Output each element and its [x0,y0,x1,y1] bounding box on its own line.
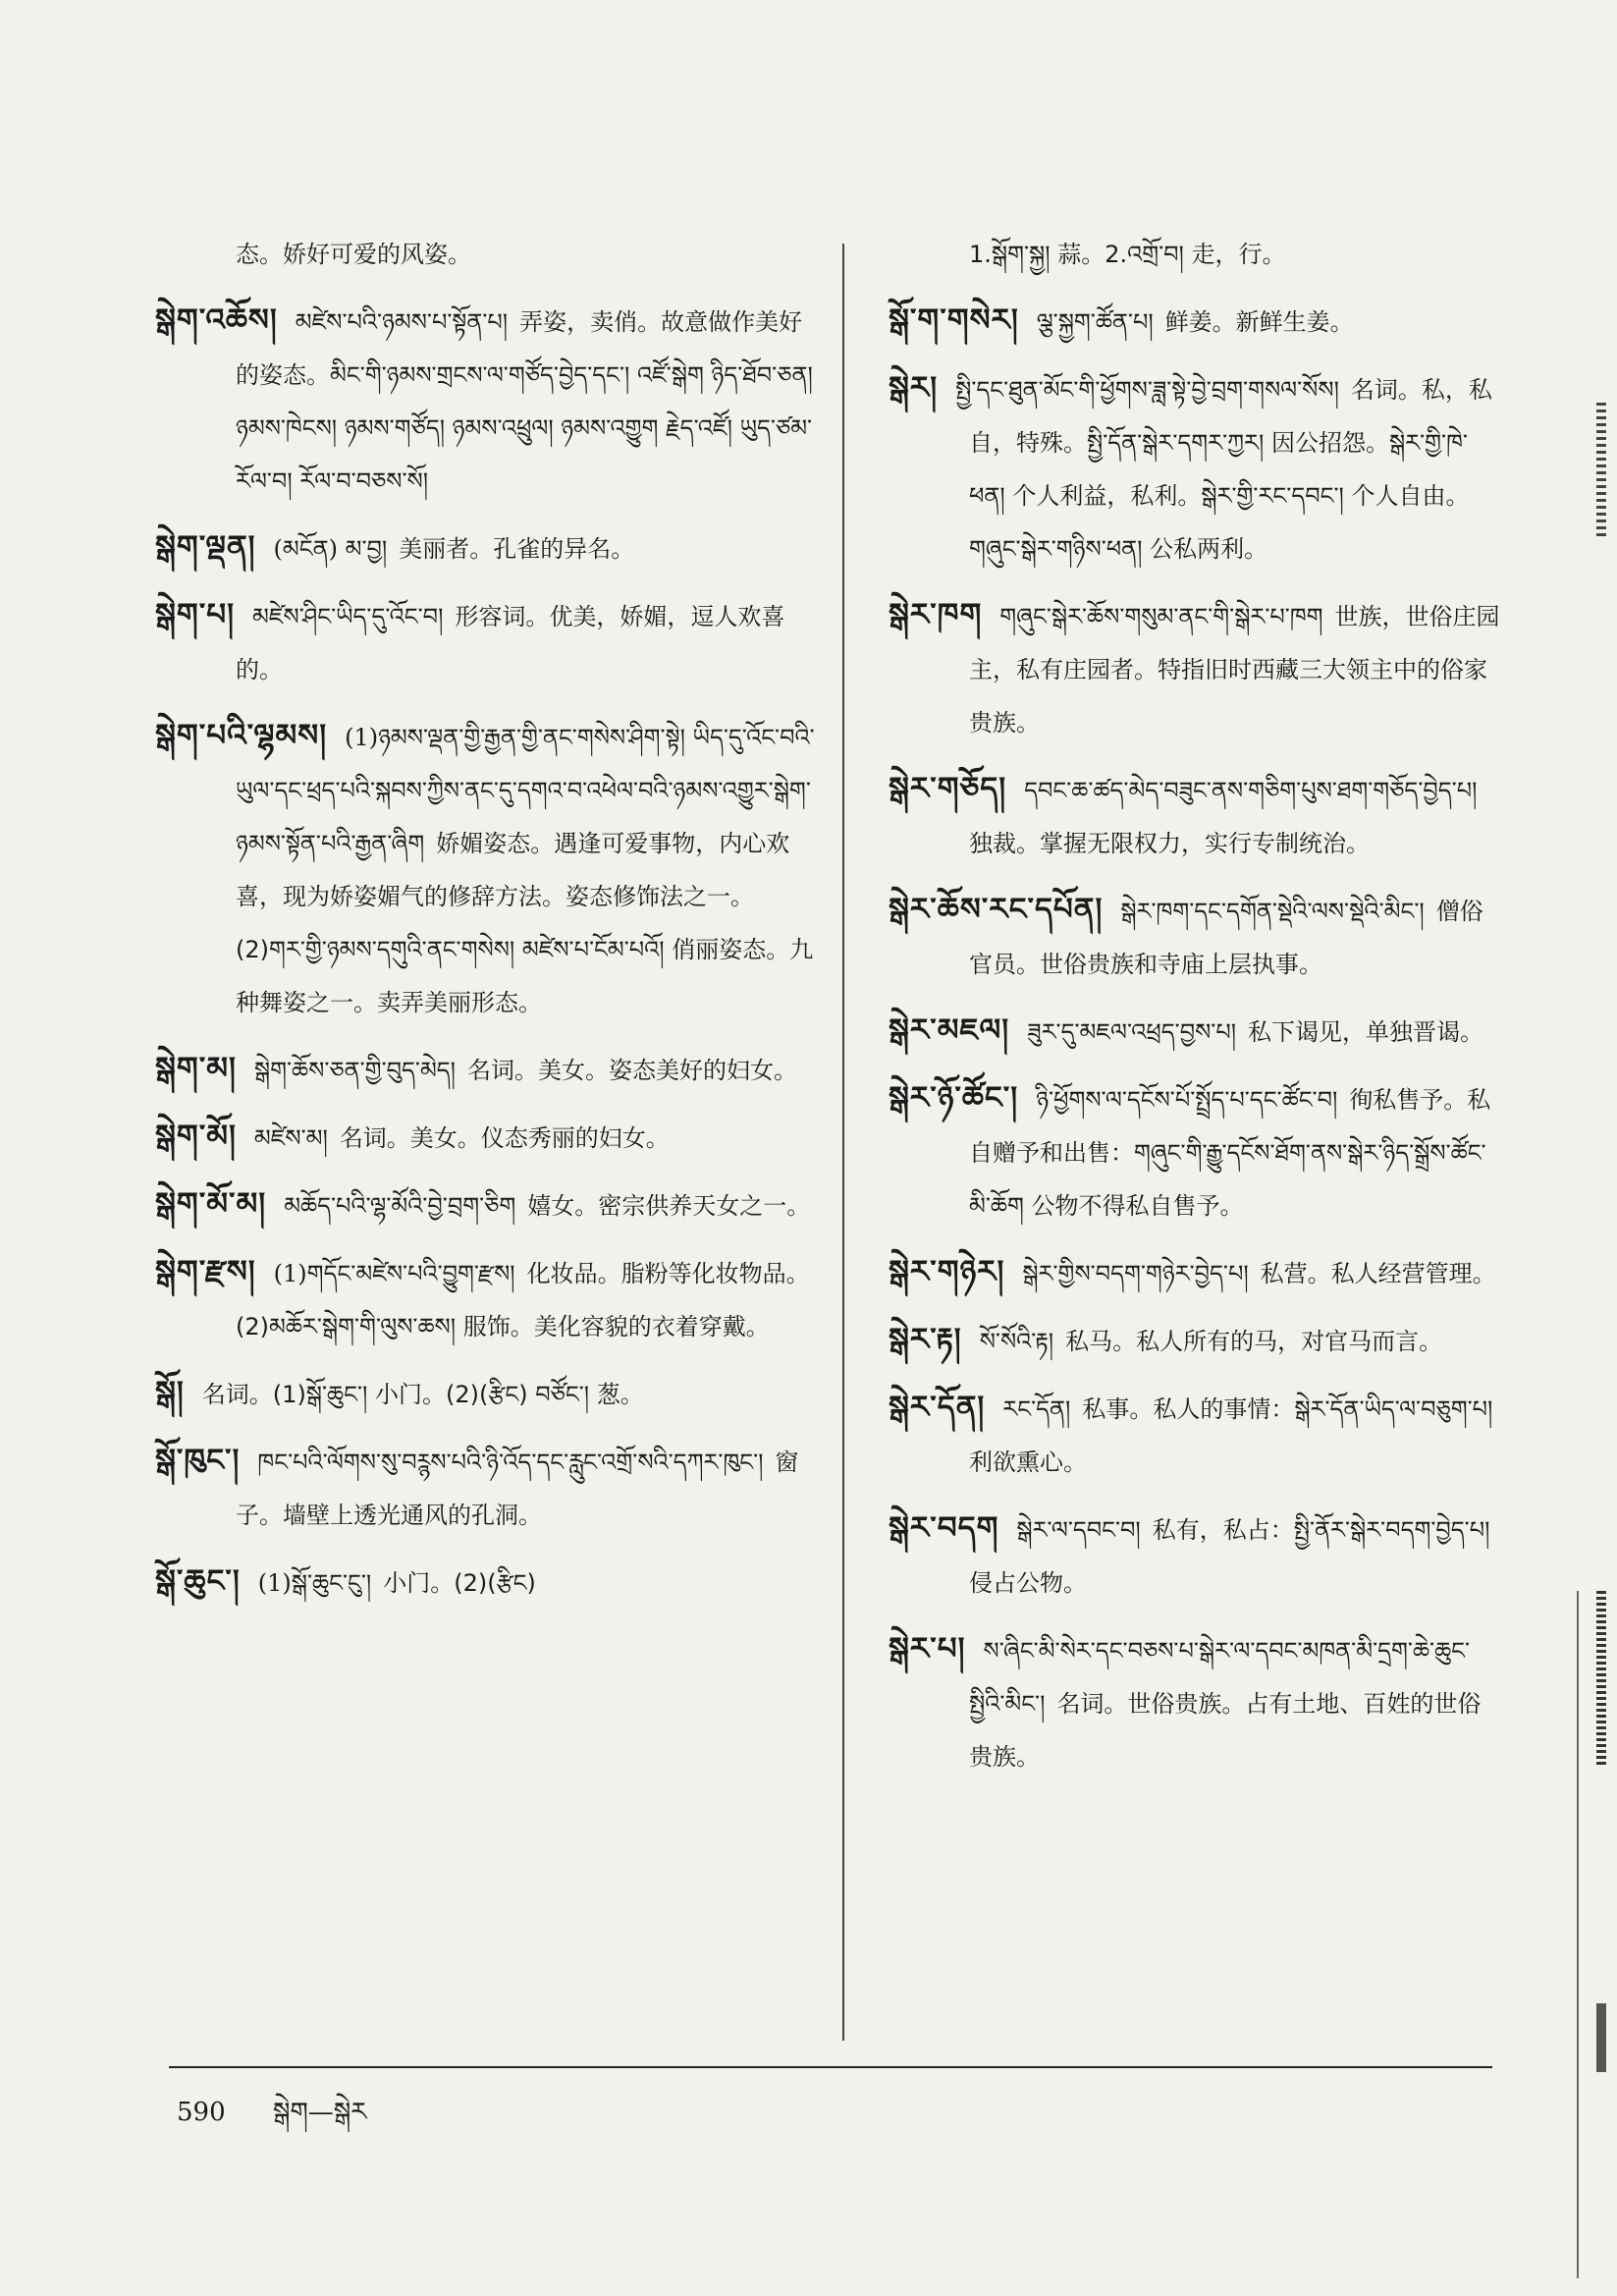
entry-tibetan-definition: ས་ཞིང་མི་སེར་དང་བཅས་པ་སྒེར་ལ་དབང་མཁན་མི་དྲག་ཆེ་ཆུང་སྤྱིའི་མིང་། [969,1637,1471,1718]
scan-edge-mark [1596,2003,1606,2072]
entry-headword: སྒེག་རྫས། [155,1254,256,1289]
dictionary-entry [155,228,823,281]
dictionary-entry [155,710,823,1029]
entry-tibetan-definition: སོ་སོའི་རྟ། [979,1328,1054,1355]
dictionary-entry [155,521,823,575]
entry-headword: སྒེག་མ། [155,1051,237,1086]
dictionary-entry [155,1043,823,1097]
entry-headword: སྒོ་ག་གསེར། [889,302,1019,338]
dictionary-entry [889,1503,1502,1610]
entry-tibetan-definition: མཛེས་པའི་ཉམས་པ་སྟོན་པ། [295,308,509,336]
entry-tibetan-definition: (1)སྒོ་ཆུང་ངུ་། [257,1569,372,1597]
entry-headword: སྒོ་ཁུང་། [155,1443,241,1478]
entry-chinese-definition: 僧俗官员。世俗贵族和寺庙上层执事。 [969,898,1483,978]
entry-tibetan-definition: ཉི་ཕྱོགས་ལ་དངོས་པོ་སྤྲོད་པ་དང་ཚོང་བ། [1036,1086,1338,1114]
entry-headword: སྒེར་བདག [889,1510,999,1546]
entry-chinese-definition: 鲜姜。新鲜生姜。 [1164,308,1354,336]
entry-chinese-definition: 小门。(2)(རྩིང) [383,1569,536,1597]
dictionary-entry [889,1005,1502,1059]
entry-tibetan-definition: ཟུར་དུ་མཇལ་འཕྲད་བྱས་པ། [1027,1018,1237,1046]
entry-tibetan-definition: སྒེག་ཆོས་ཅན་གྱི་བུད་མེད། [253,1057,457,1084]
entry-headword: སྒེར་གཅོད། [889,771,1007,806]
entry-chinese-definition: 私下谒见，单独晋谒。 [1248,1018,1484,1046]
entry-chinese-definition: 名词。美女。仪态秀丽的妇女。 [339,1124,670,1152]
entry-tibetan-definition: (1)ཉམས་ལྡན་གྱི་རྒྱན་གྱི་ནང་གསེས་ཤིག་སྟེ། ཡིད་དུ་འོང་བའི་ཡུལ་དང་ཕྲད་པའི་སྐབས་ཀྱིས་ནང་དུ་དགའ་བ་འཕེལ་བའི་ཉམས་འགྱུར་སྒེག་ཉམས་སྟོན་པའི་རྒྱན་ཞིག [236,724,815,857]
entry-chinese-definition: 私有，私占：སྤྱི་ནོར་སྒེར་བདག་བྱེད་པ། 侵占公物。 [969,1516,1490,1597]
entry-tibetan-definition: རང་དོན། [1002,1395,1071,1423]
dictionary-entry [889,884,1502,991]
dictionary-entry [889,763,1502,870]
dictionary-entry [889,1623,1502,1783]
dictionary-entry [889,1072,1502,1232]
entry-chinese-definition: 形容词。优美，娇媚，逗人欢喜的。 [236,603,785,683]
entry-tibetan-definition: མཆོད་པའི་ལྷ་མོའི་བྱེ་བྲག་ཅིག [284,1192,516,1220]
entry-headword: སྒེར། [889,370,939,406]
dictionary-entry [155,1111,823,1165]
entry-tibetan-definition: (མངོན) མ་བྱ། [273,535,388,563]
entry-tibetan-definition: དབང་ཆ་ཚད་མེད་བཟུང་ནས་གཅིག་པུས་ཐག་གཅོད་བྱེད་པ། [1024,777,1478,804]
page-footer [177,2084,367,2156]
entry-headword: སྒེག་པའི་ལྷམས། [155,718,328,753]
entry-tibetan-definition: མཛེས་ཤིང་ཡིད་དུ་འོང་བ། [252,603,444,630]
entry-tibetan-definition: ཁང་པའི་ལོགས་སུ་བཪྙས་པའི་ཉི་འོད་དང་རླུང་འགྲོ་སའི་དཀར་ཁུང་། [257,1449,764,1476]
dictionary-entry [155,1246,823,1353]
entry-headword: སྒེར་པ། [889,1631,966,1667]
dictionary-entry [155,1556,823,1610]
entry-tibetan-definition: ལྕ་སྐྱག་ཚོན་པ། [1036,308,1154,336]
entry-headword: སྒེག་འཆོས། [155,302,278,338]
entry-chinese-definition: 徇私售予。私自赠予和出售：གཞུང་གི་རྒྱུ་དངོས་ཐོག་ནས་སྒེར་ཉིད་སྒྲོས་ཚོང་མི་ཆོག 公物不得私自售予。 [969,1086,1491,1220]
entry-headword: སྒེར་གཉེར། [889,1254,1005,1289]
dictionary-entry [889,362,1502,575]
dictionary-entry [155,1367,823,1421]
dictionary-entry [889,589,1502,749]
entry-chinese-definition: 名词。世俗贵族。占有土地、百姓的世俗贵族。 [969,1690,1482,1771]
entry-chinese-definition: 弄姿，卖俏。故意做作美好的姿态。མིང་གི་ཉམས་གྲངས་ལ་གཙོད་བྱེད་དང་། འཛོ་སྒེག ཉིད་ཐོབ་ཅན། ཉམས་ཁེངས། ཉམས་གཙོད། ཉམས་འཕྲུལ། ཉམས་འགྱུག རྗེད་འཛོ། ཡུད་ཙམ་རོལ་བ། རོལ་བ་བཅས་སོ། [236,308,813,495]
entry-chinese-definition: 嬉女。密宗供养天女之一。 [527,1192,811,1220]
entry-headword: སྒེར་མཇལ། [889,1012,1010,1048]
entry-headword: སྒོ། [155,1375,185,1410]
scan-edge-rule [1577,1591,1579,2278]
entry-tibetan-definition: སྒེར་གྱིས་བདག་གཉེར་བྱེད་པ། [1022,1260,1249,1287]
entry-headword: སྒེར་དོན། [889,1390,986,1425]
dictionary-entry [155,1178,823,1232]
entry-tibetan-definition: (1)གདོང་མཛེས་པའི་བྱུག་རྫས། [273,1260,515,1287]
right-column [889,228,1502,1797]
dictionary-entry [155,295,823,508]
entry-headword: སྒེག་མོ་མ། [155,1186,267,1222]
left-column [155,228,823,1623]
entry-chinese-definition: 名词。(1)སྒོ་ཆུང་། 小门。(2)(རྩིང) བཙོང་། 葱。 [201,1381,644,1408]
entry-headword: སྒོ་ཆུང་། [155,1563,241,1599]
entry-chinese-definition: 美丽者。孔雀的异名。 [399,535,635,563]
dictionary-entry [889,295,1502,349]
entry-headword: སྒེག་པ། [155,597,236,632]
entry-tibetan-definition: གཞུང་སྒེར་ཆོས་གསུམ་ནང་གི་སྒེར་པ་ཁག [999,603,1323,630]
entry-chinese-definition: 态。娇好可爱的风姿。 [236,241,471,268]
entry-tibetan-definition: མཛེས་མ། [253,1124,328,1152]
entry-headword: སྒེར་ཆོས་རང་དཔོན། [889,892,1104,927]
entry-headword: སྒེར་ཉོ་ཚོང་། [889,1080,1019,1116]
entry-chinese-definition: 窗子。墙壁上透光通风的孔洞。 [236,1449,799,1529]
dictionary-entry [889,1314,1502,1368]
page-number: 590 [177,2098,226,2127]
scan-edge-mark [1596,1591,1606,1768]
dictionary-entry [155,1435,823,1542]
entry-headword: སྒེག་ལྡན། [155,529,256,565]
entry-chinese-definition: 私马。私人所有的马，对官马而言。 [1065,1328,1443,1355]
entry-chinese-definition: 世族，世俗庄园主，私有庄园者。特指旧时西藏三大领主中的俗家贵族。 [969,603,1500,737]
page-range: སྒེག—སྒེར [272,2098,367,2127]
entry-headword: སྒེར་རྟ། [889,1322,962,1357]
entry-chinese-definition: 名词。私，私自，特殊。སྤྱི་དོན་སྒེར་དགར་ཀྱར། 因公招怨。སྒེར་གྱི་ཁེ་ཕན། 个人利益，私利。སྒེར་གྱི་རང་དབང་། 个人自由。གཞུང་སྒེར་གཉིས་ཕན། 公私两利。 [969,376,1492,563]
scan-edge-mark [1596,403,1606,540]
dictionary-entry [889,1246,1502,1300]
dictionary-entry [889,1382,1502,1489]
column-divider [842,244,844,2041]
entry-chinese-definition: 化妆品。脂粉等化妆物品。(2)མཆོར་སྒེག་གི་ལུས་ཆས། 服饰。美化容貌的衣着穿戴。 [236,1260,810,1340]
entry-headword: སྒེར་ཁག [889,597,983,632]
entry-tibetan-definition: སྒེར་ལ་དབང་བ། [1016,1516,1141,1544]
entry-tibetan-definition: སྤྱི་དང་ཐུན་མོང་གི་ཕྱོགས་ཟླ་སྟེ་བྱེ་བྲག་གསལ་སོས། [955,376,1339,404]
dictionary-entry [889,228,1502,281]
footer-rule [169,2066,1492,2068]
entry-tibetan-definition: སྒེར་ཁག་དང་དགོན་སྡེའི་ལས་སྡེའི་མིང་། [1120,898,1425,925]
dictionary-entry [155,589,823,696]
entry-chinese-definition: 娇媚姿态。遇逢可爱事物，内心欢喜，现为娇姿媚气的修辞方法。姿态修饰法之一。(2)གར་གྱི་ཉམས་དགུའི་ནང་གསེས། མཛེས་པ་ངོམ་པའོ། 俏丽姿态。九种舞姿之一。卖弄美丽形态。 [236,830,814,1016]
entry-chinese-definition: 私营。私人经营管理。 [1260,1260,1496,1287]
entry-chinese-definition: 私事。私人的事情：སྒེར་དོན་ཡིད་ལ་བཅུག་པ། 利欲熏心。 [969,1395,1493,1476]
entry-headword: སྒེག་མོ། [155,1119,237,1154]
entry-chinese-definition: 独裁。掌握无限权力，实行专制统治。 [969,830,1370,857]
entry-chinese-definition: 名词。美女。姿态美好的妇女。 [467,1057,798,1084]
entry-chinese-definition: 1.སྒོག་སྐྱ། 蒜。2.འགྲོ་བ། 走，行。 [969,241,1286,268]
